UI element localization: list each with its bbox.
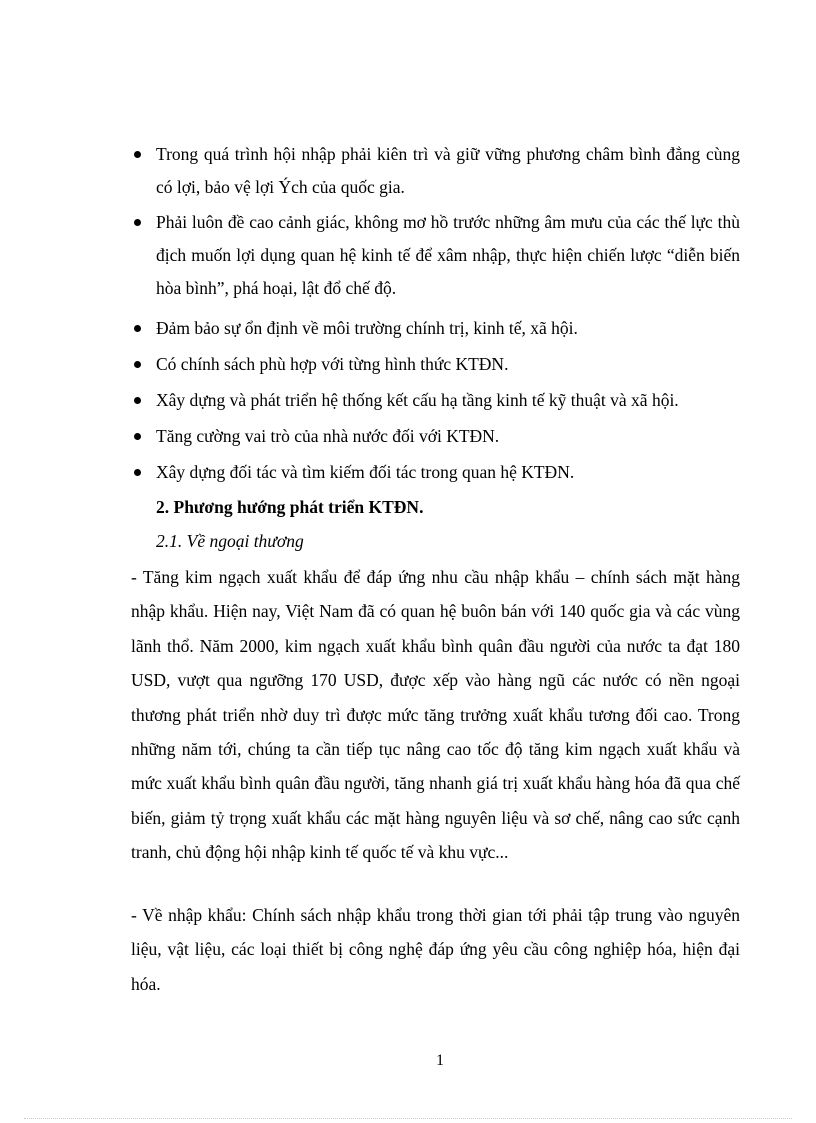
page-number: 1 bbox=[436, 1052, 444, 1069]
list-item-text: Trong quá trình hội nhập phải kiên trì và giữ vững phương châm bình đẳng cùng có lợi, bảo vệ lợi Ých của quốc gia. bbox=[156, 144, 740, 197]
list-item bbox=[156, 420, 740, 453]
body-paragraph: - Tăng kim ngạch xuất khẩu để đáp ứng nhu cầu nhập khẩu – chính sách mặt hàng nhập khẩu. Hiện nay, Việt Nam đã có quan hệ buôn bán với 140 quốc gia và các vùng lãnh thổ. Năm 2000, kim ngạch xuất khẩu bình quân đầu người của nước ta đạt 180 USD, vượt qua ngưỡng 170 USD, được xếp vào hàng ngũ các nước có nền ngoại thương phát triển nhờ duy trì được mức tăng trưởng xuất khẩu tương đối cao. Trong những năm tới, chúng ta cần tiếp tục nâng cao tốc độ tăng kim ngạch xuất khẩu và mức xuất khẩu bình quân đầu người, tăng nhanh giá trị xuất khẩu hàng hóa đã qua chế biến, giảm tỷ trọng xuất khẩu các mặt hàng nguyên liệu và sơ chế, nâng cao sức cạnh tranh, chủ động hội nhập kinh tế quốc tế và khu vực... bbox=[131, 567, 740, 863]
bullet-icon bbox=[134, 433, 141, 440]
list-item-text: Đảm bảo sự ổn định về môi trường chính trị, kinh tế, xã hội. bbox=[156, 318, 578, 338]
body-paragraph: - Về nhập khẩu: Chính sách nhập khẩu trong thời gian tới phải tập trung vào nguyên liệu, vật liệu, các loại thiết bị công nghệ đáp ứng yêu cầu công nghiệp hóa, hiện đại hóa. bbox=[131, 905, 740, 994]
bullet-icon bbox=[134, 325, 141, 332]
bullet-icon bbox=[134, 361, 141, 368]
bullet-icon bbox=[134, 397, 141, 404]
list-item bbox=[156, 312, 740, 345]
list-item bbox=[156, 456, 740, 489]
list-item-text: Tăng cường vai trò của nhà nước đối với KTĐN. bbox=[156, 426, 500, 446]
subsection-heading: 2.1. Về ngoại thương bbox=[156, 531, 304, 551]
list-item-text: Có chính sách phù hợp với từng hình thức KTĐN. bbox=[156, 354, 509, 374]
list-item bbox=[156, 206, 740, 305]
page-bottom-rule bbox=[24, 1118, 792, 1119]
list-item bbox=[156, 348, 740, 381]
list-item bbox=[156, 138, 740, 204]
list-item-text: Xây dựng đối tác và tìm kiếm đối tác trong quan hệ KTĐN. bbox=[156, 462, 575, 482]
list-item-text: Phải luôn đề cao cảnh giác, không mơ hồ trước những âm mưu của các thế lực thù địch muốn lợi dụng quan hệ kinh tế để xâm nhập, thực hiện chiến lược “diễn biến hòa bình”, phá hoại, lật đổ chế độ. bbox=[156, 212, 740, 298]
list-item-text: Xây dựng và phát triển hệ thống kết cấu hạ tầng kinh tế kỹ thuật và xã hội. bbox=[156, 390, 679, 410]
bullet-icon bbox=[134, 219, 141, 226]
bullet-icon bbox=[134, 469, 141, 476]
bullet-icon bbox=[134, 151, 141, 158]
section-heading: 2. Phương hướng phát triển KTĐN. bbox=[156, 497, 424, 517]
list-item bbox=[156, 384, 740, 417]
